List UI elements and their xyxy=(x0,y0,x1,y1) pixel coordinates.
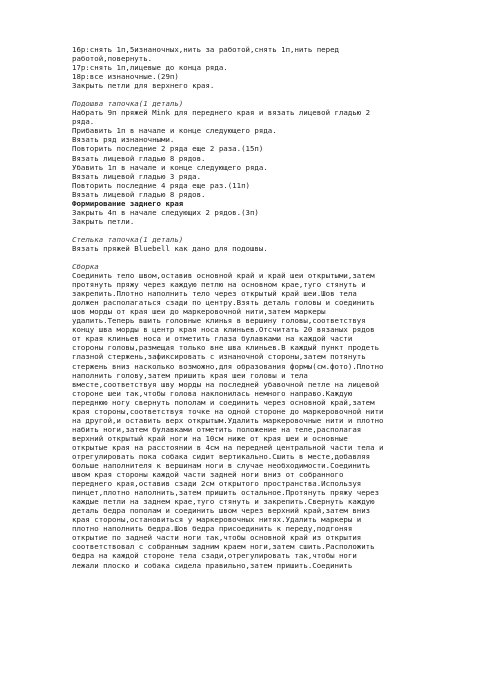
intro-block xyxy=(72,45,482,90)
insole-block xyxy=(72,244,482,253)
text-line: Вязать лицевой гладью 8 рядов. xyxy=(72,153,206,163)
text-line: протянуть пряжу через каждую петлю на основном крае,туго стянуть и xyxy=(72,280,366,290)
sole-heading: Подошва тапочка(1 деталь) xyxy=(72,99,184,109)
assembly-heading: Сборка xyxy=(72,261,99,271)
text-line: плотно наполнить бедра.Шов бедра присоединить к переду,подгоняя xyxy=(72,524,353,534)
back-edge-heading: Формирование заднего края xyxy=(72,198,184,208)
text-line: ряда. xyxy=(72,117,95,127)
text-line: Закрыть петли для верхнего края. xyxy=(72,81,215,91)
text-line: Закрыть петли. xyxy=(72,216,135,226)
text-line: бедра на каждой стороне тела сзади,отрегулировать так,чтобы ноги xyxy=(72,551,357,561)
text-line: деталь бедра пополам и соединить швом через верхний край,затем вниз xyxy=(72,506,371,516)
text-line: закрепить.Плотно наполнить тело через открытый край шеи.Шов тела xyxy=(72,289,357,299)
sole-block xyxy=(72,108,482,198)
text-line: шов морды от края шеи до маркеровочной нити,затем маркеры xyxy=(72,307,326,317)
text-line: 18р:все изнаночные.(29п) xyxy=(72,72,179,82)
text-line: стороны головы,размещая только вне шва клиньев.В каждый пункт продеть xyxy=(72,343,380,353)
text-line: концу шва морды в центр края носа клиньев.Отсчитать 20 вязаных рядов xyxy=(72,325,375,335)
text-line: на другой,и оставить верх открытым.Удалить маркеровочные нити и плотно xyxy=(72,415,384,425)
text-line: Прибавить 1п в начале и конце следующего ряда. xyxy=(72,126,277,136)
text-line: удалить.Теперь вшить головные клинья в вершину головы,соответствуя xyxy=(72,316,366,326)
text-line: больше наполнителя к вершинам ноги в случае необходимости.Соединить xyxy=(72,461,371,471)
text-line: переднего края,оставив сзади 2см открытого пространства.Используя xyxy=(72,479,362,489)
text-line: каждые петли на заднем крае,туго стянуть и закрепить.Свернуть каждую xyxy=(72,497,375,507)
text-line: Закрыть 4п в начале следующих 2 рядов.(3п) xyxy=(72,207,259,217)
text-line: вместе,соответствуя шву морды на последней убавочной петле на лицевой xyxy=(72,379,380,389)
text-line: Вязать лицевой гладью 3 ряда. xyxy=(72,171,202,181)
text-line: Повторить последние 2 ряда еще 2 раза.(15п) xyxy=(72,144,264,154)
text-line: Убавить 1п в начале и конце следующего ряда. xyxy=(72,162,268,172)
back-edge-block xyxy=(72,208,482,226)
document-page xyxy=(72,45,482,570)
text-line: работой,повернуть. xyxy=(72,54,153,64)
text-line: отрегулировать пока собака сидит вертикально.Сшить в месте,добавляя xyxy=(72,451,371,461)
text-line: Набрать 9п пряжей Mink для переднего края и вязать лицевой гладью 2 xyxy=(72,108,371,118)
text-line: наполнить голову,затем пришить края шеи головы и тела xyxy=(72,370,308,380)
text-line: глазной стержень,зафиксировать с изнаночной стороны,затем потянуть xyxy=(72,352,366,362)
assembly-block xyxy=(72,271,482,570)
text-line: соответствовал с собранным задним краем ноги,затем сшить.Расположить xyxy=(72,542,375,552)
text-line: верхний открытый край ноги на 10см ниже от края шеи и основные xyxy=(72,433,348,443)
text-line: 16р:снять 1п,5изнаночных,нить за работой,снять 1п,нить перед xyxy=(72,45,339,54)
text-line: лежали плоско и собака сидела правильно,затем пришить.Соединить xyxy=(72,560,353,570)
text-line: Вязать ряд изнаночными. xyxy=(72,135,175,145)
text-line: набить ноги,затем булавками отметить положение на теле,располагая xyxy=(72,424,362,434)
text-line: открытые края на расстоянии в 4см на передней центральной части тела и xyxy=(72,442,384,452)
text-line: 17р:снять 1п,лицевые до конца ряда. xyxy=(72,63,228,73)
text-line: края стороны,соответствуя точке на одной стороне до маркеровочной нити xyxy=(72,406,384,416)
insole-heading: Стелька тапочка(1 деталь) xyxy=(72,234,184,244)
text-line: Соединить тело швом,оставив основной край и край шеи открытыми,затем xyxy=(72,271,375,281)
text-line: должен располагаться сзади по центру.Взять деталь головы и соединить xyxy=(72,298,375,308)
text-line: переднюю ногу свернуть пополам и соединить через основной край,затем xyxy=(72,397,375,407)
spacer xyxy=(72,226,482,235)
text-line: Вязать пряжей Bluebell как дано для подошвы. xyxy=(72,243,268,253)
text-line: пинцет,плотно наполнить,затем пришить остальное.Протянуть пряжу через xyxy=(72,488,380,498)
text-line: края стороны,остановиться у маркеровочных нитях.Удалить маркеры и xyxy=(72,515,362,525)
text-line: стороне шеи так,чтобы голова наклонилась немного направо.Каждую xyxy=(72,388,353,398)
spacer xyxy=(72,90,482,99)
spacer xyxy=(72,253,482,262)
text-line: швом края стороны каждой части задней ноги вниз от собранного xyxy=(72,470,344,480)
text-line: открытие по задней части ноги так,чтобы основной край из открытия xyxy=(72,533,362,543)
text-line: стержень вниз насколько возможно,для образования формы(см.фото).Плотно xyxy=(72,361,384,371)
text-line: Вязать лицевой гладью 8 рядов. xyxy=(72,189,206,199)
text-line: от края клиньев носа и отметить глаза булавками на каждой части xyxy=(72,334,353,344)
text-line: Повторить последние 4 ряда еще раз.(11п) xyxy=(72,180,250,190)
